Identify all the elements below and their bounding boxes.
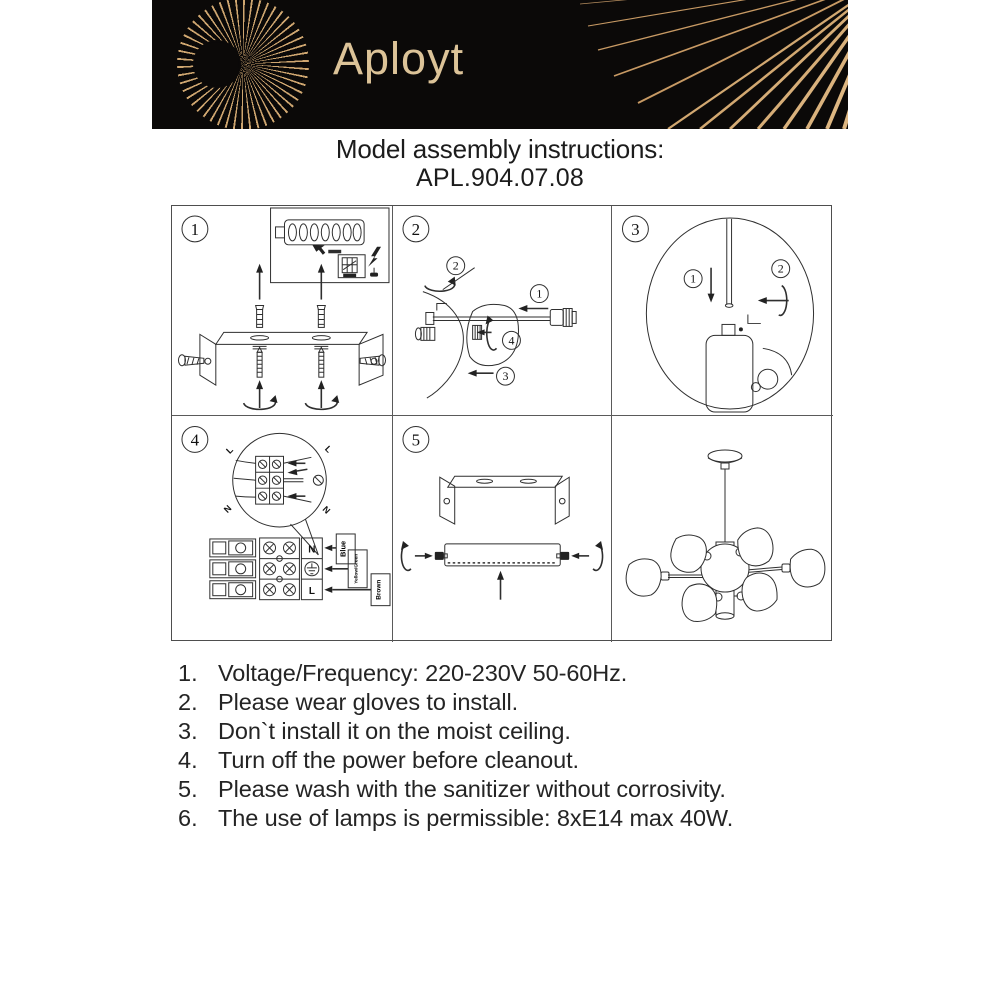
svg-text:1: 1 bbox=[536, 286, 543, 301]
panel-3-diagram bbox=[612, 206, 833, 415]
page-title: Model assembly instructions: bbox=[335, 134, 665, 164]
wire-blue-label: Blue bbox=[338, 540, 348, 557]
finished-chandelier bbox=[612, 416, 833, 642]
note-text: Please wash with the sanitizer without corrosivity. bbox=[218, 776, 726, 802]
panel-3 bbox=[612, 206, 833, 416]
lightning-icon bbox=[368, 247, 381, 277]
side-screw bbox=[401, 541, 447, 570]
lamp-socket bbox=[550, 309, 576, 327]
note-number: 4. bbox=[178, 747, 198, 773]
wall-anchor bbox=[256, 264, 264, 328]
wall-anchor bbox=[317, 264, 325, 328]
note-text: Please wear gloves to install. bbox=[218, 689, 519, 715]
wires-left bbox=[234, 460, 256, 497]
inset-tiny-label bbox=[328, 250, 341, 253]
earth-symbol bbox=[305, 562, 319, 576]
wire-label-l: L bbox=[322, 443, 334, 455]
panel-number: 5 bbox=[411, 430, 421, 450]
insert-arrow bbox=[518, 285, 548, 312]
svg-text:2: 2 bbox=[452, 258, 459, 273]
bubble-terminal bbox=[256, 456, 284, 504]
panel-5 bbox=[393, 416, 612, 642]
push-connectors bbox=[210, 539, 256, 599]
mounting-bracket bbox=[200, 332, 383, 385]
note-number: 6. bbox=[178, 805, 198, 831]
note-text: Don`t install it on the moist ceiling. bbox=[218, 718, 571, 744]
panel-4-diagram bbox=[172, 416, 392, 642]
svg-text:1: 1 bbox=[690, 271, 697, 286]
panel-6 bbox=[612, 416, 833, 642]
ceiling-canopy bbox=[708, 450, 742, 469]
note-number: 2. bbox=[178, 689, 198, 715]
panel-number: 3 bbox=[631, 219, 640, 239]
slide-arrow bbox=[468, 367, 515, 385]
panel-1 bbox=[172, 206, 393, 416]
note-item bbox=[178, 804, 858, 833]
panel-number: 4 bbox=[190, 430, 200, 450]
wire-color-legend bbox=[324, 534, 390, 606]
ceiling-canopy bbox=[445, 544, 560, 566]
hanging-rod bbox=[725, 219, 733, 307]
power-off-inset bbox=[271, 208, 389, 283]
wire-label-n: N bbox=[320, 504, 333, 516]
panel-4 bbox=[172, 416, 393, 642]
wire-yellow-green-label: Yellow/Green bbox=[354, 553, 360, 584]
panel-number: 1 bbox=[190, 219, 200, 239]
fixing-screw bbox=[244, 347, 278, 409]
notes-list bbox=[178, 659, 858, 833]
svg-text:4: 4 bbox=[508, 333, 515, 348]
gold-rays-decoration bbox=[152, 0, 848, 129]
note-text: Turn off the power before cleanout. bbox=[218, 747, 579, 773]
threaded-nipple bbox=[722, 324, 735, 335]
fixing-screw bbox=[305, 347, 339, 409]
note-item bbox=[178, 746, 858, 775]
fuse-box-icon bbox=[338, 255, 365, 278]
panel-5-diagram bbox=[393, 416, 611, 642]
svg-text:3: 3 bbox=[502, 369, 509, 384]
rotation-arrow-icon bbox=[425, 257, 475, 291]
magnifier-bubble bbox=[233, 433, 327, 527]
panel-2-diagram bbox=[393, 206, 611, 415]
note-number: 1. bbox=[178, 660, 198, 686]
note-item bbox=[178, 688, 858, 717]
wire-label-l: L bbox=[224, 444, 236, 456]
panel-2 bbox=[393, 206, 612, 416]
note-item bbox=[178, 659, 858, 688]
insert-arrows bbox=[287, 460, 307, 499]
terminal-n-label: N bbox=[308, 544, 316, 556]
mounting-bracket bbox=[440, 476, 569, 524]
terminal-labels bbox=[301, 538, 322, 600]
side-screw bbox=[360, 355, 385, 366]
hand-pointer-icon bbox=[312, 245, 325, 255]
brand-banner bbox=[152, 0, 848, 129]
terminal-screw bbox=[283, 475, 323, 485]
note-number: 3. bbox=[178, 718, 198, 744]
svg-text:2: 2 bbox=[777, 261, 784, 276]
note-text: Voltage/Frequency: 220-230V 50-60Hz. bbox=[218, 660, 628, 686]
terminal-block bbox=[260, 538, 300, 600]
model-number: APL.904.07.08 bbox=[415, 164, 585, 193]
terminal-l-label: L bbox=[308, 586, 315, 598]
panel-1-diagram bbox=[172, 206, 392, 415]
instruction-grid bbox=[171, 205, 832, 641]
lamp-holder bbox=[415, 327, 434, 340]
wire-label-n: N bbox=[221, 503, 234, 515]
magnifier-ellipse bbox=[646, 218, 813, 409]
lamp-body-outline bbox=[423, 292, 463, 398]
wire-brown-label: Brown bbox=[375, 579, 383, 600]
panel-number: 2 bbox=[411, 219, 421, 239]
note-item bbox=[178, 717, 858, 746]
note-item bbox=[178, 775, 858, 804]
side-screw bbox=[557, 541, 603, 570]
body-cylinder bbox=[706, 335, 753, 412]
title-block bbox=[0, 135, 1000, 192]
brand-name: Aployt bbox=[333, 33, 465, 84]
note-text: The use of lamps is permissible: 8xE14 max 40W. bbox=[218, 805, 734, 831]
rotation-arrow-icon bbox=[758, 286, 789, 316]
note-number: 5. bbox=[178, 776, 198, 802]
